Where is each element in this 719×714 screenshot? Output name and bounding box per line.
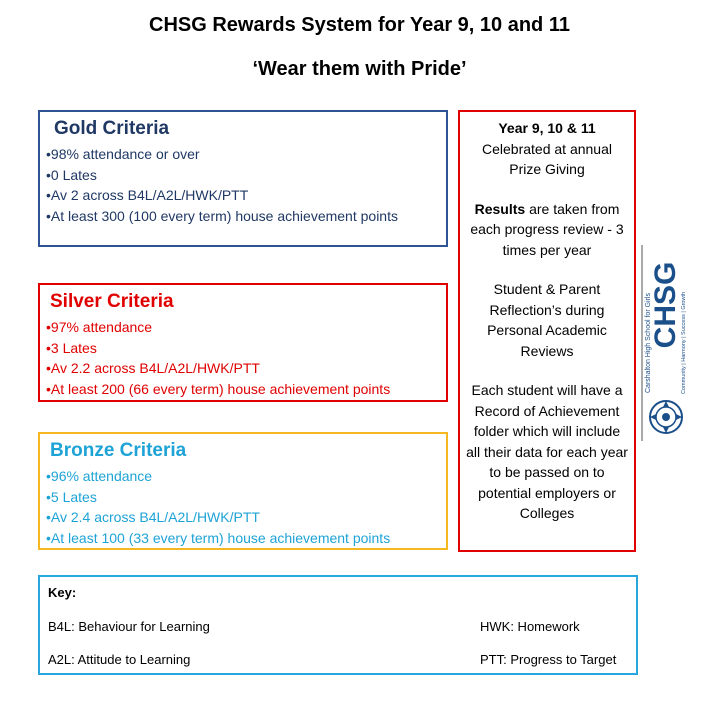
side-paragraph-2 xyxy=(466,199,628,261)
gold-lates: •0 Lates xyxy=(46,166,97,183)
silver-line-1: •97% attendance xyxy=(46,319,153,335)
side-paragraph-3: Student & Parent Reflection’s during Personal Academic Reviews xyxy=(487,281,607,359)
bronze-line-1: •96% attendance xyxy=(46,468,153,484)
key-a2l: A2L: Attitude to Learning xyxy=(48,652,191,667)
gold-heading: Gold Criteria xyxy=(54,118,170,139)
silver-heading: Silver Criteria xyxy=(50,291,174,312)
silver-line-3: •Av 2.2 across B4L/A2L/HWK/PTT xyxy=(46,360,260,376)
key-hwk: HWK: Homework xyxy=(480,619,580,634)
gold-line-1: •98% attendance or over xyxy=(46,146,200,162)
key-box xyxy=(38,575,638,675)
logo-motto: Community | Harmony | Success | Growth xyxy=(681,291,687,395)
page-title: CHSG Rewards System for Year 9, 10 and 11 xyxy=(149,14,570,36)
logo-school-name: Carshalton High School for Girls xyxy=(645,293,652,393)
side-heading: Year 9, 10 & 11 xyxy=(498,120,596,136)
bronze-criteria-box xyxy=(38,432,448,550)
year-info-box xyxy=(458,110,636,552)
key-ptt: PTT: Progress to Target xyxy=(480,652,617,667)
bronze-line-4: •At least 100 (33 every term) house achievement points xyxy=(46,529,391,546)
key-b4l: B4L: Behaviour for Learning xyxy=(48,619,210,634)
silver-criteria-box xyxy=(38,283,448,402)
rose-emblem-icon xyxy=(650,401,682,433)
gold-line-2 xyxy=(46,165,440,186)
silver-line-4: •At least 200 (66 every term) house achievement points xyxy=(46,380,391,397)
gold-line-4: •At least 300 (100 every term) house achievement points xyxy=(46,207,398,224)
bronze-line-2: •5 Lates xyxy=(46,488,97,505)
side-paragraph-1: Celebrated at annual Prize Giving xyxy=(482,140,612,177)
key-title: Key: xyxy=(48,585,77,600)
side-results-text: are taken from each progress review - 3 times per year xyxy=(470,200,624,258)
side-results-bold: Results xyxy=(474,200,526,217)
gold-criteria-box xyxy=(38,110,448,247)
page-subtitle: ‘Wear them with Pride’ xyxy=(252,58,467,80)
silver-line-2: •3 Lates xyxy=(46,339,97,356)
bronze-heading: Bronze Criteria xyxy=(50,440,187,461)
chsg-logo xyxy=(641,245,691,441)
bronze-line-3: •Av 2.4 across B4L/A2L/HWK/PTT xyxy=(46,509,260,525)
logo-chsg: CHSG xyxy=(649,261,682,349)
side-paragraph-4: Each student will have a Record of Achievement folder which will include all their data for each year to be passed on to potential employers or Colleges xyxy=(466,382,628,521)
gold-line-3: •Av 2 across B4L/A2L/HWK/PTT xyxy=(46,187,249,203)
